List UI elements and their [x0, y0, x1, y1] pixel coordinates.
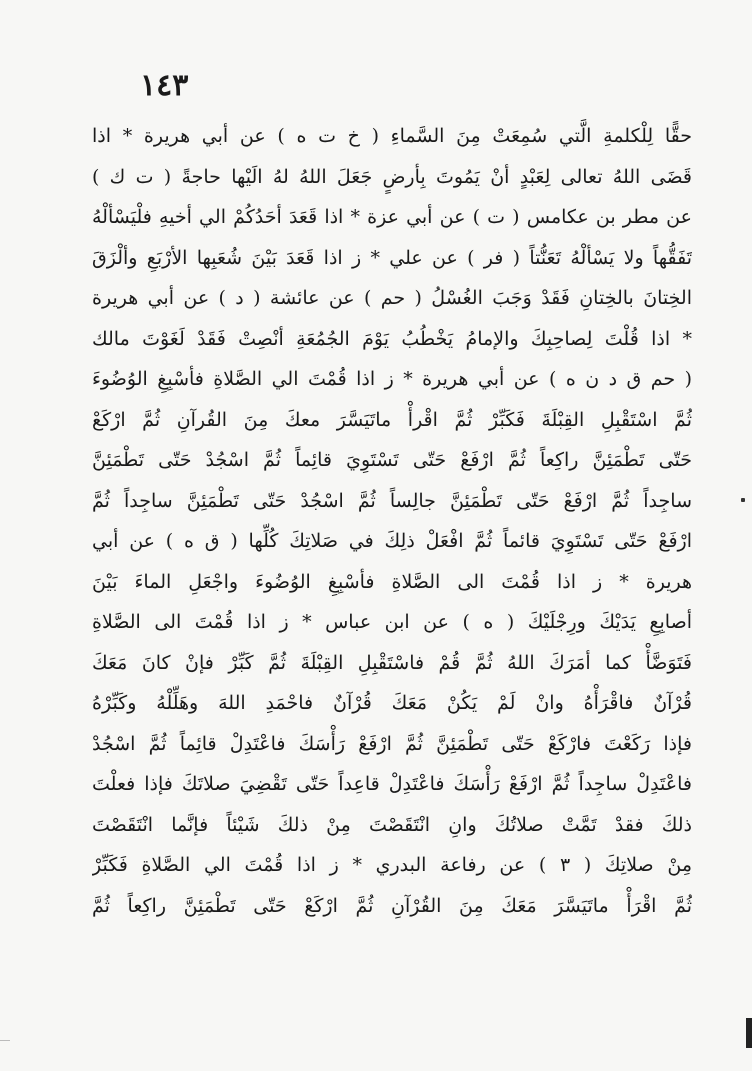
text-line: ذلكَ فقدْ تَمَّتْ صلاتُكَ وانِ انْتَقَصْتَ مِنْ ذلكَ شَيْئاً فإنَّما انْتَقَصْتَ [92, 813, 692, 836]
text-line: ساجِداً ثُمَّ ارْفَعْ حَتّى تَطْمَئِنَّ جالِساً ثُمَّ اسْجُدْ حَتّى تَطْمَئِنَّ ساجِداً ثُمَّ [92, 489, 692, 512]
text-line: فإذا رَكَعْتَ فارْكَعْ حَتّى تَطْمَئِنَّ ثُمَّ ارْفَعْ رَأْسَكَ فاعْتَدِلْ قائِماً ثُمَّ اسْجُدْ [92, 732, 692, 755]
text-line: حقًّا لِلْكلمةِ الَّتي سُمِعَتْ مِنَ السَّماءِ ( خ ت ه ) عن أبي هريرة * اذا [92, 125, 692, 147]
text-line: * اذا قُلْتَ لِصاحِبِكَ والإمامُ يَخْطُبُ يَوْمَ الجُمُعَةِ أنْصِتْ فَقَدْ لَغَوْتَ مالك [92, 327, 692, 350]
text-line: مِنْ صلاتِكَ ( ٣ ) عن رفاعة البدري * ز اذا قُمْتَ الي الصَّلاةِ فَكَبِّرْ [92, 854, 692, 876]
body-text [92, 116, 692, 926]
text-line: قَضَى اللهُ تعالى لِعَبْدٍ أنْ يَمُوتَ بِأرضٍ جَعَلَ اللهُ لهُ الَيْها حاجةً ( ت ك ) [92, 165, 692, 188]
text-line: فاعْتَدِلْ ساجِداً ثُمَّ ارْفَعْ رَأْسَكَ فاعْتَدِلْ قاعِداً حَتّى تَقْضِيَ صلاتَكَ فإذا فعلْتَ [92, 773, 692, 795]
page-number: ١٤٣ [140, 68, 189, 103]
text-line: عن مطر بن عكامس ( ت ) عن أبي عزة * اذا قَعَدَ أحَدُكُمْ الي أخيهِ فلْيَسْألْهُ [92, 206, 692, 228]
text-line: ثُمَّ اقْرَأْ ماتَيَسَّرَ مَعَكَ مِنَ القُرْآنِ ثُمَّ ارْكَعْ حَتّى تَطْمَئِنَّ راكِعاً ثُمَّ [92, 894, 692, 917]
text-line: فَتَوَضَّأْ كما أمَرَكَ اللهُ ثُمَّ قُمْ فاسْتَقْبِلِ القِبْلَةَ ثُمَّ كَبِّرْ فإنْ كانَ مَعَكَ [92, 651, 692, 674]
text-line: هريرة * ز اذا قُمْتَ الى الصَّلاةِ فأسْبِغِ الوُضُوءَ واجْعَلِ الماءَ بَيْنَ [92, 570, 692, 593]
text-line: الخِتانَ بالخِتانِ فَقَدْ وَجَبَ الغُسْلُ ( حم ) عن عائشة ( د ) عن أبي هريرة [92, 287, 692, 309]
text-line: ارْفَعْ حَتّى تَسْتَوِيَ قائماً ثُمَّ افْعَلْ ذلِكَ في صَلاتِكَ كُلِّها ( ق ه ) عن أبي [92, 530, 692, 552]
text-line: تَفَقُّهاً ولا يَسْألْهُ تَعَنُّتاً ( فر ) عن علي * ز اذا قَعَدَ بَيْنَ شُعَبِها الأرْبَعِ وألْزَقَ [92, 246, 692, 269]
text-line: أصابِعِ يَدَيْكَ ورِجْلَيْكَ ( ه ) عن ابن عباس * ز اذا قُمْتَ الى الصَّلاةِ [92, 611, 692, 633]
text-line: ثُمَّ اسْتَقْبِلِ القِبْلَةَ فَكَبِّرْ ثُمَّ اقْرأْ ماتَيَسَّرَ معكَ مِنَ القُرآنِ ثُمَّ ارْكَعْ [92, 408, 692, 431]
scan-edge-line [0, 1040, 10, 1041]
scan-edge-mark [746, 1018, 752, 1048]
scan-speck [741, 498, 745, 502]
text-line: قُرْآنٌ فاقْرَأْهُ وانْ لَمْ يَكُنْ مَعَكَ قُرْآنٌ فاحْمَدِ اللهَ وهَلِّلْهُ وكَبِّرْهُ [92, 692, 692, 714]
text-line: ( حم ق د ن ه ) عن أبي هريرة * ز اذا قُمْتَ الي الصَّلاةِ فأسْبِغِ الوُضُوءَ [92, 368, 692, 390]
text-line: حَتّى تَطْمَئِنَّ راكِعاً ثُمَّ ارْفَعْ حَتّى تَسْتَوِيَ قائِماً ثُمَّ اسْجُدْ حَتّى تَطْمَئِنَّ [92, 449, 692, 471]
